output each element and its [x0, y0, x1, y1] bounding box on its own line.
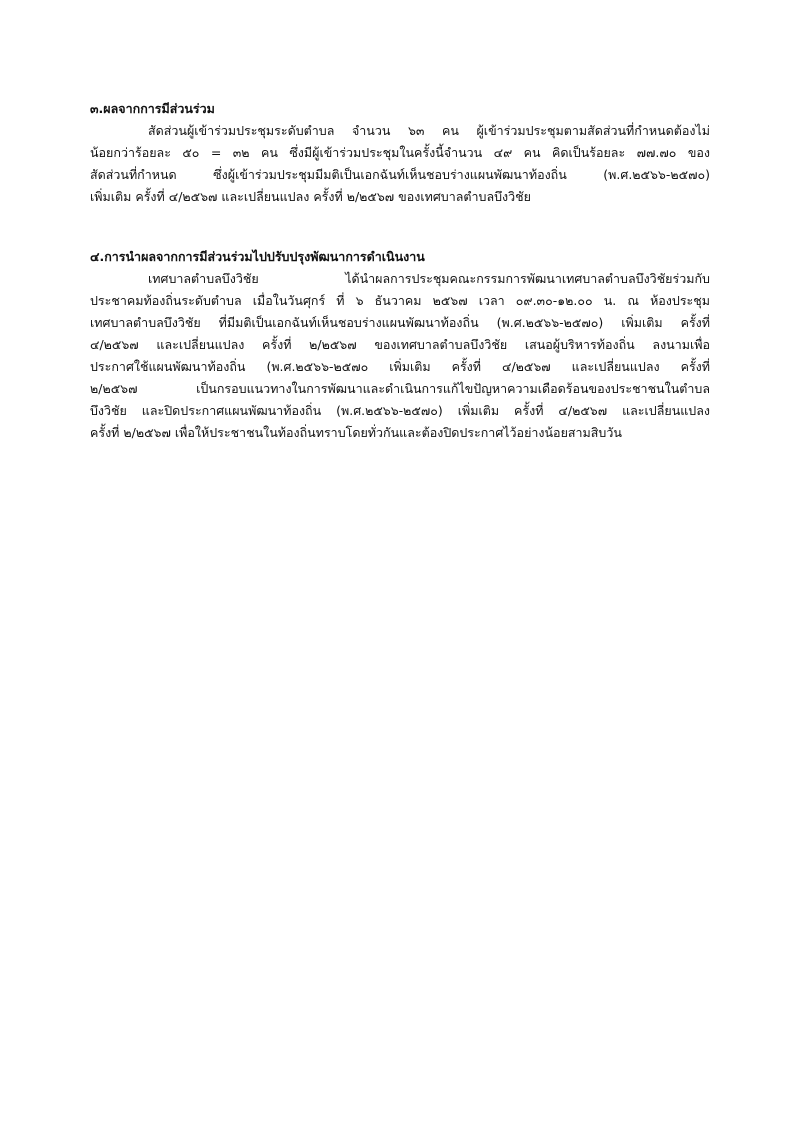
paragraph-line: ๒/๒๕๖๗ เป็นกรอบแนวทางในการพัฒนาและดำเนินการแก้ไขปัญหาความเดือดร้อนของประชาชนในตำบล [90, 381, 710, 396]
paragraph-line: ประกาศใช้แผนพัฒนาท้องถิ่น (พ.ศ.๒๕๖๖-๒๕๗๐ เพิ่มเติม ครั้งที่ ๔/๒๕๖๗ และเปลี่ยนแปลง ครั้งที่ [90, 359, 710, 374]
paragraph-line: ๔/๒๕๖๗ และเปลี่ยนแปลง ครั้งที่ ๒/๒๕๖๗ ของเทศบาลตำบลบึงวิชัย เสนอผู้บริหารท้องถิ่น ลงนามเพื่อ [90, 337, 710, 352]
paragraph-line: น้อยกว่าร้อยละ ๕๐ = ๓๒ คน ซึ่งมีผู้เข้าร่วมประชุมในครั้งนี้จำนวน ๔๙ คน คิดเป็นร้อยละ ๗๗.๗๐ ของ [90, 145, 710, 160]
section-participation-results [90, 98, 710, 208]
paragraph-line: บึงวิชัย และปิดประกาศแผนพัฒนาท้องถิ่น (พ.ศ.๒๕๖๖-๒๕๗๐) เพิ่มเติม ครั้งที่ ๔/๒๕๖๗ และเปลี่ยนแปลง [90, 403, 710, 418]
section-apply-results [90, 246, 710, 444]
section-3-heading: ๓.ผลจากการมีส่วนร่วม [90, 101, 215, 116]
paragraph-line: สัดส่วนผู้เข้าร่วมประชุมระดับตำบล จำนวน ๖๓ คน ผู้เข้าร่วมประชุมตามสัดส่วนที่กำหนดต้องไม่ [148, 123, 710, 138]
paragraph-line: ประชาคมท้องถิ่นระดับตำบล เมื่อในวันศุกร์ ที่ ๖ ธันวาคม ๒๕๖๗ เวลา ๐๙.๓๐-๑๒.๐๐ น. ณ ห้องประชุม [90, 293, 710, 308]
paragraph-line: สัดส่วนที่กำหนด ซึ่งผู้เข้าร่วมประชุมมีมติเป็นเอกฉันท์เห็นชอบร่างแผนพัฒนาท้องถิ่น (พ.ศ.๒๕๖๖-๒๕๗๐) [90, 167, 710, 182]
paragraph-line: เทศบาลตำบลบึงวิชัย ได้นำผลการประชุมคณะกรรมการพัฒนาเทศบาลตำบลบึงวิชัยร่วมกับ [148, 271, 710, 286]
paragraph-line: เพิ่มเติม ครั้งที่ ๔/๒๕๖๗ และเปลี่ยนแปลง ครั้งที่ ๒/๒๕๖๗ ของเทศบาลตำบลบึงวิชัย [90, 189, 531, 204]
paragraph-line: ครั้งที่ ๒/๒๕๖๗ เพื่อให้ประชาชนในท้องถิ่นทราบโดยทั่วกันและต้องปิดประกาศไว้อย่างน้อยสามสิบวัน [90, 425, 622, 440]
section-4-heading: ๔.การนำผลจากการมีส่วนร่วมไปปรับปรุงพัฒนาการดำเนินงาน [90, 249, 425, 264]
paragraph-line: เทศบาลตำบลบึงวิชัย ที่มีมติเป็นเอกฉันท์เห็นชอบร่างแผนพัฒนาท้องถิ่น (พ.ศ.๒๕๖๖-๒๕๗๐) เพิ่มเติม ครั้งที่ [90, 315, 710, 330]
